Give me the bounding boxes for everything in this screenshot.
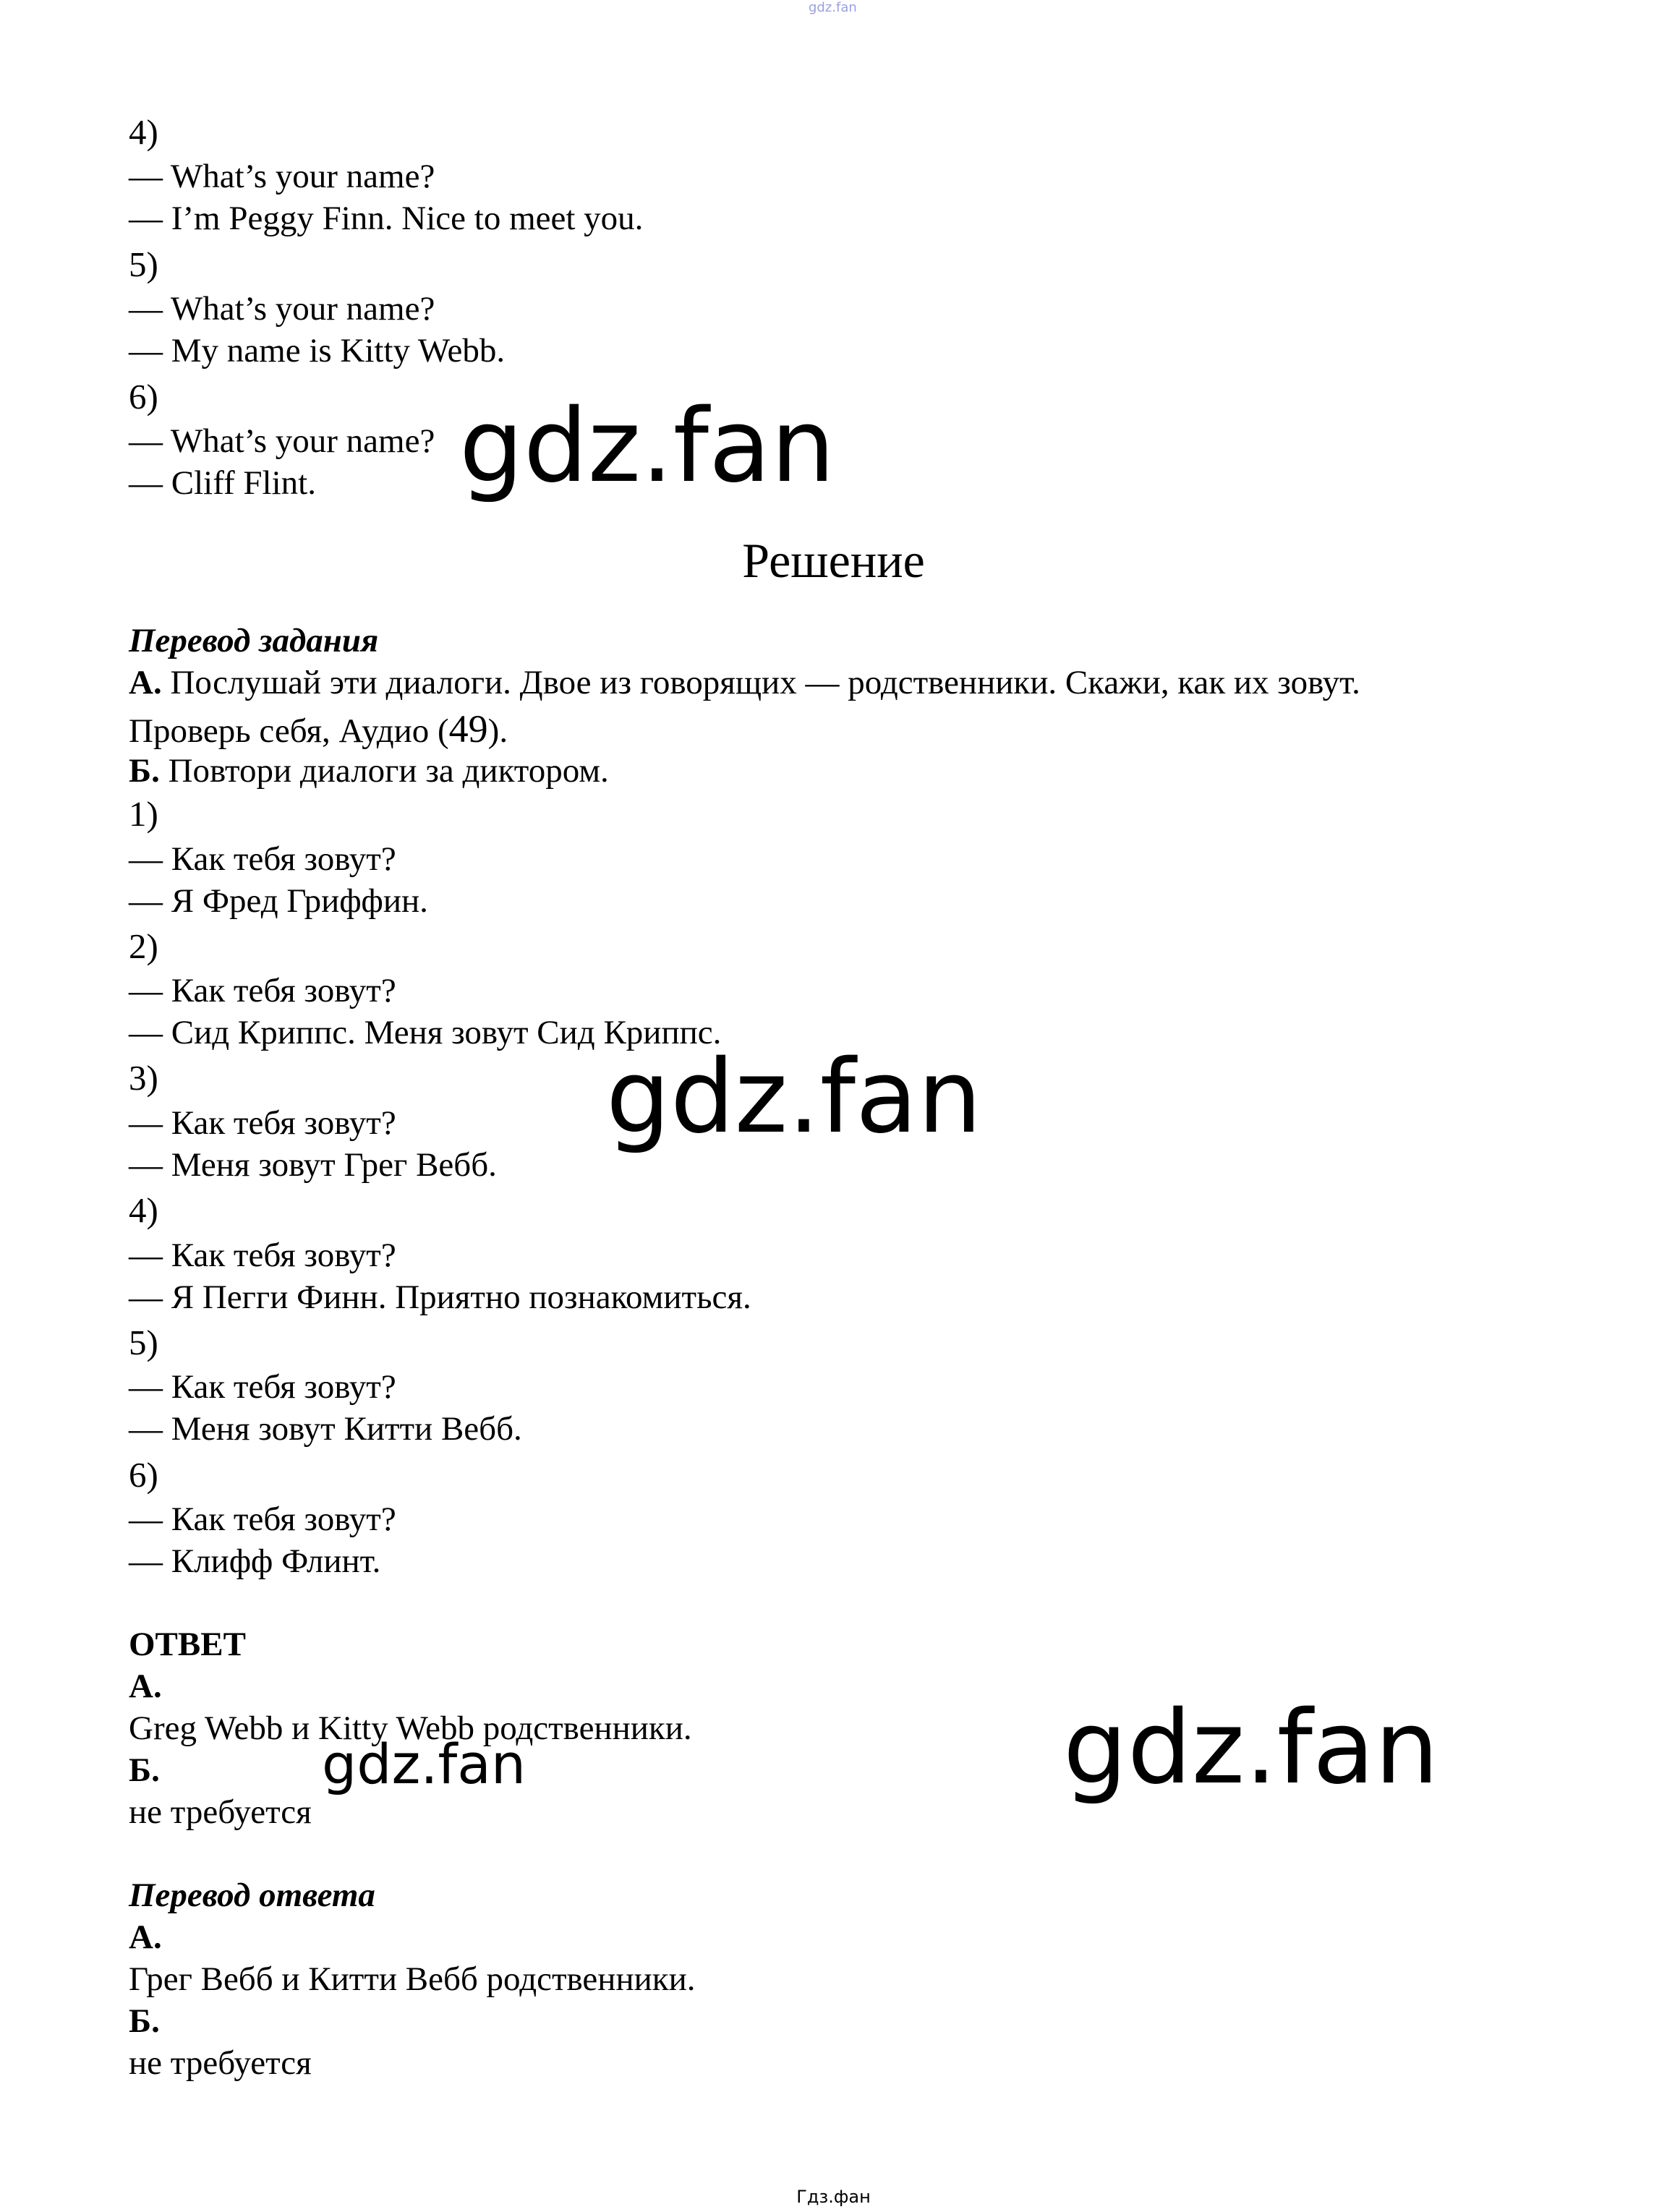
page-footer: Гдз.фан (796, 2187, 871, 2207)
task-a-text: Послушай эти диалоги. Двое из говорящих — родственники. Скажи, как их зовут. (161, 664, 1360, 701)
answer-translation-a-label: А. (129, 1918, 162, 1956)
task-b-text: Повтори диалоги за диктором. (159, 752, 609, 790)
watermark-medium: gdz.fan (322, 1732, 526, 1796)
answer-heading: ОТВЕТ (129, 1626, 246, 1663)
dialogue-number: 2) (129, 926, 158, 966)
watermark-large-2: gdz.fan (606, 1038, 982, 1156)
dialogue-number: 4) (129, 1190, 158, 1230)
task-a-continued (129, 709, 508, 751)
answer-translation-b-text: не требуется (129, 2044, 312, 2082)
dialogue-answer: — Я Пегги Финн. Приятно познакомиться. (129, 1278, 751, 1316)
dialogue-number: 3) (129, 1058, 158, 1098)
task-a-text2: Проверь себя, Аудио ( (129, 712, 449, 750)
dialogue-answer: — Я Фред Гриффин. (129, 882, 428, 920)
watermark-large-1: gdz.fan (459, 388, 835, 505)
dialogue-number: 6) (129, 377, 158, 417)
dialogue-number: 6) (129, 1455, 158, 1495)
dialogue-number: 5) (129, 244, 158, 284)
solution-title: Решение (742, 533, 925, 588)
dialogue-question: — Как тебя зовут? (129, 840, 396, 878)
dialogue-question: — Как тебя зовут? (129, 1104, 396, 1142)
answer-b-label: Б. (129, 1751, 160, 1789)
task-a-label: А. (129, 664, 162, 701)
task-a-close: ). (487, 712, 508, 750)
audio-number: 49 (448, 707, 488, 751)
answer-a-text: Greg Webb и Kitty Webb родственники. (129, 1709, 692, 1747)
dialogue-question: — Как тебя зовут? (129, 1500, 396, 1538)
task-b (129, 751, 609, 791)
dialogue-answer: — Cliff Flint. (129, 464, 316, 502)
dialogue-question: — What’s your name? (129, 422, 435, 460)
dialogue-answer: — Сид Криппс. Меня зовут Сид Криппс. (129, 1014, 722, 1051)
task-a (129, 662, 1360, 703)
answer-translation-heading: Перевод ответа (129, 1876, 375, 1914)
answer-a-label: А. (129, 1667, 162, 1705)
dialogue-answer: — I’m Peggy Finn. Nice to meet you. (129, 200, 644, 237)
dialogue-question: — Как тебя зовут? (129, 1368, 396, 1406)
dialogue-question: — Как тебя зовут? (129, 972, 396, 1009)
dialogue-number: 1) (129, 794, 158, 834)
dialogue-question: — Как тебя зовут? (129, 1237, 396, 1274)
task-b-label: Б. (129, 752, 160, 790)
watermark-top: gdz.fan (809, 0, 857, 15)
dialogue-question: — What’s your name? (129, 158, 435, 195)
dialogue-answer: — Клифф Флинт. (129, 1542, 381, 1580)
dialogue-answer: — Меня зовут Грег Вебб. (129, 1146, 497, 1184)
watermark-large-3: gdz.fan (1063, 1689, 1439, 1807)
dialogue-answer: — My name is Kitty Webb. (129, 332, 506, 370)
dialogue-answer: — Меня зовут Китти Вебб. (129, 1410, 522, 1448)
answer-b-text: не требуется (129, 1793, 312, 1831)
dialogue-number: 5) (129, 1323, 158, 1362)
task-translation-heading: Перевод задания (129, 622, 379, 659)
dialogue-question: — What’s your name? (129, 290, 435, 328)
dialogue-number: 4) (129, 112, 158, 152)
answer-translation-a-text: Грег Вебб и Китти Вебб родственники. (129, 1960, 696, 1998)
answer-translation-b-label: Б. (129, 2002, 160, 2040)
